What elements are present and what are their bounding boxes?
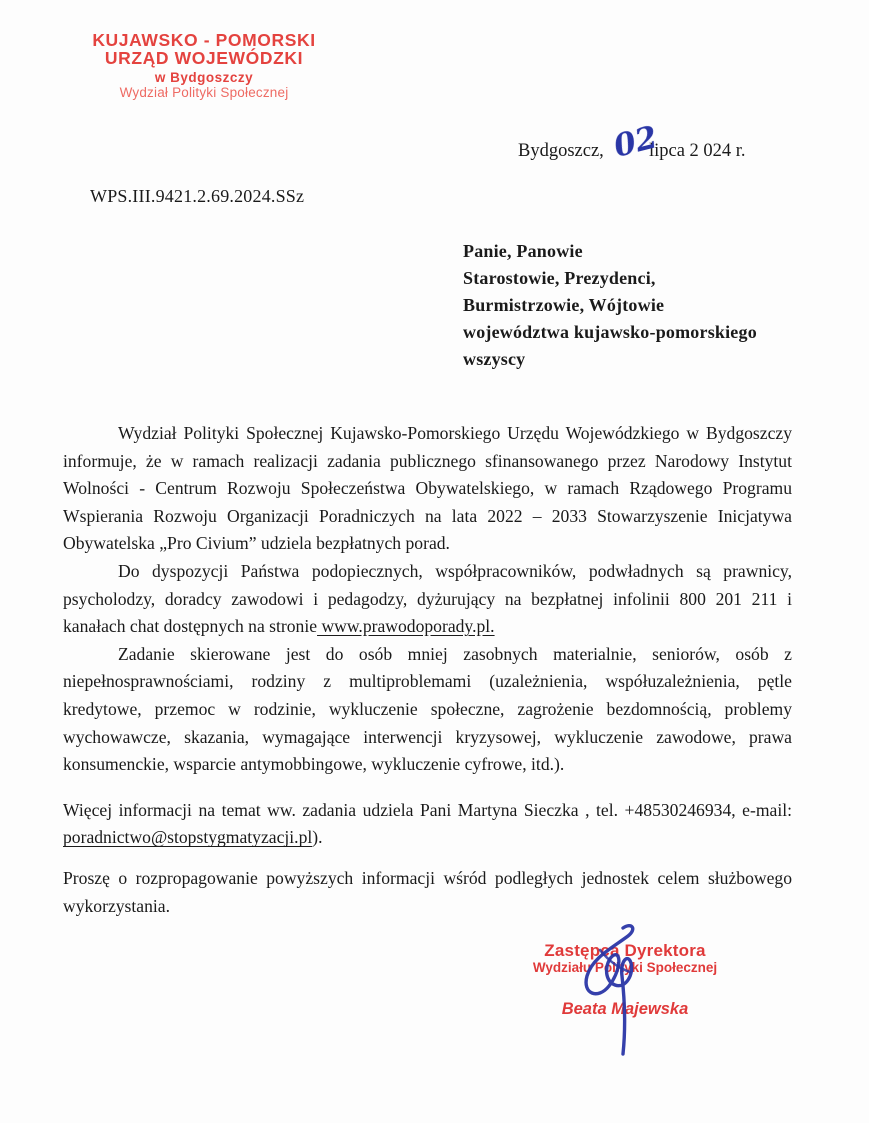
paragraph-4-closing: ). xyxy=(312,827,323,848)
addressee-line: Starostowie, Prezydenci, xyxy=(463,268,656,288)
signer-title: Zastępca Dyrektora xyxy=(544,941,706,960)
signer-department: Wydziału Polityki Społecznej xyxy=(532,959,718,975)
signature-block xyxy=(505,942,745,1018)
email-link[interactable]: poradnictwo@stopstygmatyzacji.pl xyxy=(63,827,313,848)
reference-number: WPS.III.9421.2.69.2024.SSz xyxy=(90,186,305,206)
paragraph-2 xyxy=(63,558,792,641)
paragraph-4-text: Więcej informacji na temat ww. zadania udziela Pani Martyna Sieczka , tel. +48530246934, e-mail: xyxy=(63,799,792,820)
addressee-line: województwa kujawsko-pomorskiego xyxy=(463,322,757,342)
letterhead-org-line1: KUJAWSKO - POMORSKI xyxy=(92,30,316,50)
dateline xyxy=(518,119,798,165)
signer-name: Beata Majewska xyxy=(561,999,689,1018)
letterhead-stamp xyxy=(58,32,350,100)
dateline-rest: lipca 2 024 r. xyxy=(648,141,746,161)
paragraph-1: Wydział Polityki Społecznej Kujawsko-Pomorskiego Urzędu Wojewódzkiego w Bydgoszczy informuje, że w ramach realizacji zadania publicznego sfinansowanego przez Narodowy Instytut Wolności - Centrum Rozwoju Społeczeństwa Obywatelskiego, w ramach Rządowego Programu Wspierania Rozwoju Organizacji Poradniczych na lata 2022 – 2033 Stowarzyszenie Inicjatywa Obywatelska „Pro Civium” udziela bezpłatnych porad. xyxy=(63,423,792,554)
letter-body xyxy=(63,420,792,920)
letterhead-org-line2: URZĄD WOJEWÓDZKI xyxy=(104,47,304,68)
letterhead-department: Wydział Polityki Społecznej xyxy=(119,85,289,101)
dateline-city: Bydgoszcz, xyxy=(518,141,604,161)
addressee-block xyxy=(463,238,803,373)
paragraph-4 xyxy=(63,797,792,852)
website-link[interactable]: www.prawodoporady.pl. xyxy=(317,616,495,637)
handwritten-day: 02 xyxy=(610,119,661,165)
paragraph-5: Proszę o rozpropagowanie powyższych informacji wśród podległych jednostek celem służbowego wykorzystania. xyxy=(63,867,792,916)
paragraph-2-text: Do dyspozycji Państwa podopiecznych, współpracowników, podwładnych są prawnicy, psycholodzy, doradcy zawodowi i pedagodzy, dyżurujący na bezpłatnej infolinii 800 201 211 i kanałach chat dostępnych na stronie xyxy=(63,560,792,637)
addressee-line: Burmistrzowie, Wójtowie xyxy=(463,295,665,315)
addressee-line: Panie, Panowie xyxy=(463,241,583,261)
letterhead-city: w Bydgoszczy xyxy=(154,69,254,85)
addressee-line: wszyscy xyxy=(463,349,526,369)
paragraph-3: Zadanie skierowane jest do osób mniej zasobnych materialnie, seniorów, osób z niepełnosprawnościami, rodziny z multiproblemami (uzależnienia, współuzależnienia, pętle kredytowe, przemoc w rodzinie, wykluczenie społeczne, zagrożenie bezdomnością, problemy wychowawcze, skazania, wymagające interwencji kryzysowej, wykluczenie zawodowe, prawa konsumenckie, wsparcie antymobbingowe, wykluczenie cyfrowe, itd.). xyxy=(63,643,792,775)
